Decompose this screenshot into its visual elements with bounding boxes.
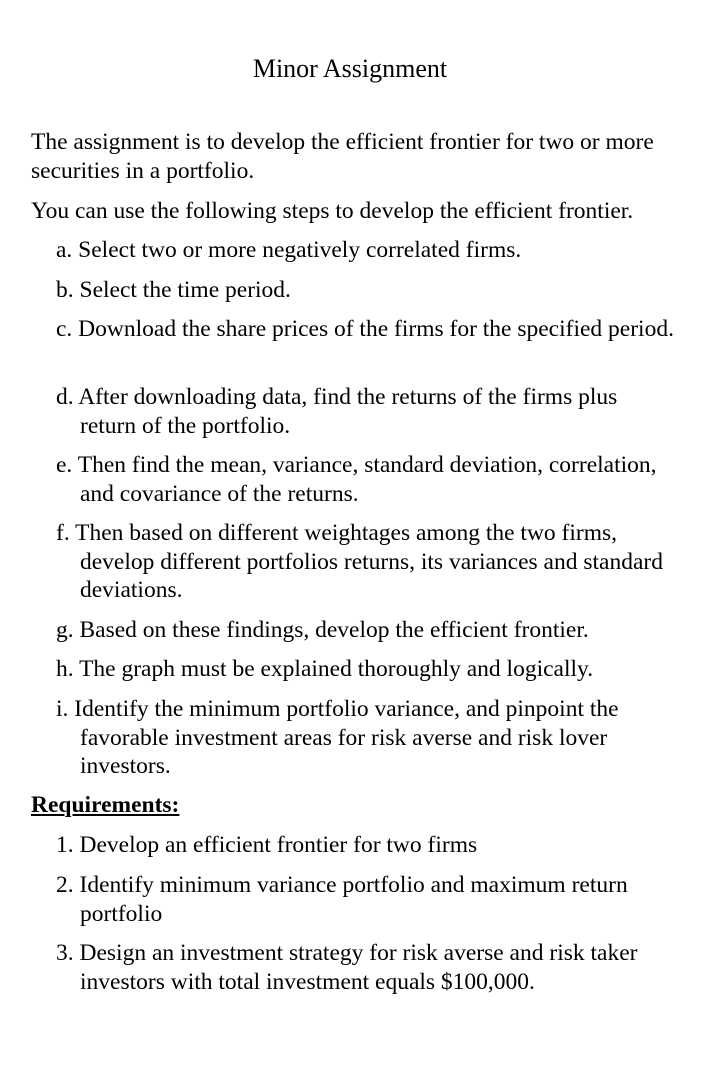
steps-intro: You can use the following steps to develop the efficient frontier. [31, 198, 634, 224]
requirement-item: 3. Design an investment strategy for risk averse and risk taker investors with total investment equals $100,000. [56, 940, 638, 995]
step-item: e. Then find the mean, variance, standard deviation, correlation, and covariance of the returns. [56, 452, 657, 507]
requirement-item: 1. Develop an efficient frontier for two firms [56, 832, 478, 858]
step-item: b. Select the time period. [56, 277, 291, 303]
step-item: c. Download the share prices of the firms for the specified period. [56, 316, 674, 342]
page-title: Minor Assignment [252, 54, 448, 83]
step-item: f. Then based on different weightages among the two firms, develop different portfolios returns, its variances and standard deviations. [56, 520, 663, 603]
requirement-item: 2. Identify minimum variance portfolio and maximum return portfolio [56, 872, 628, 927]
intro-paragraph: The assignment is to develop the efficient frontier for two or more securities in a portfolio. [31, 129, 654, 184]
step-item: g. Based on these findings, develop the efficient frontier. [56, 617, 589, 643]
requirements-heading: Requirements: [31, 792, 180, 818]
step-item: d. After downloading data, find the returns of the firms plus return of the portfolio. [56, 384, 618, 439]
step-item: h. The graph must be explained thoroughly and logically. [56, 656, 594, 682]
step-item: i. Identify the minimum portfolio variance, and pinpoint the favorable investment areas for risk averse and risk lover investors. [56, 696, 619, 779]
step-item: a. Select two or more negatively correlated firms. [56, 237, 522, 263]
